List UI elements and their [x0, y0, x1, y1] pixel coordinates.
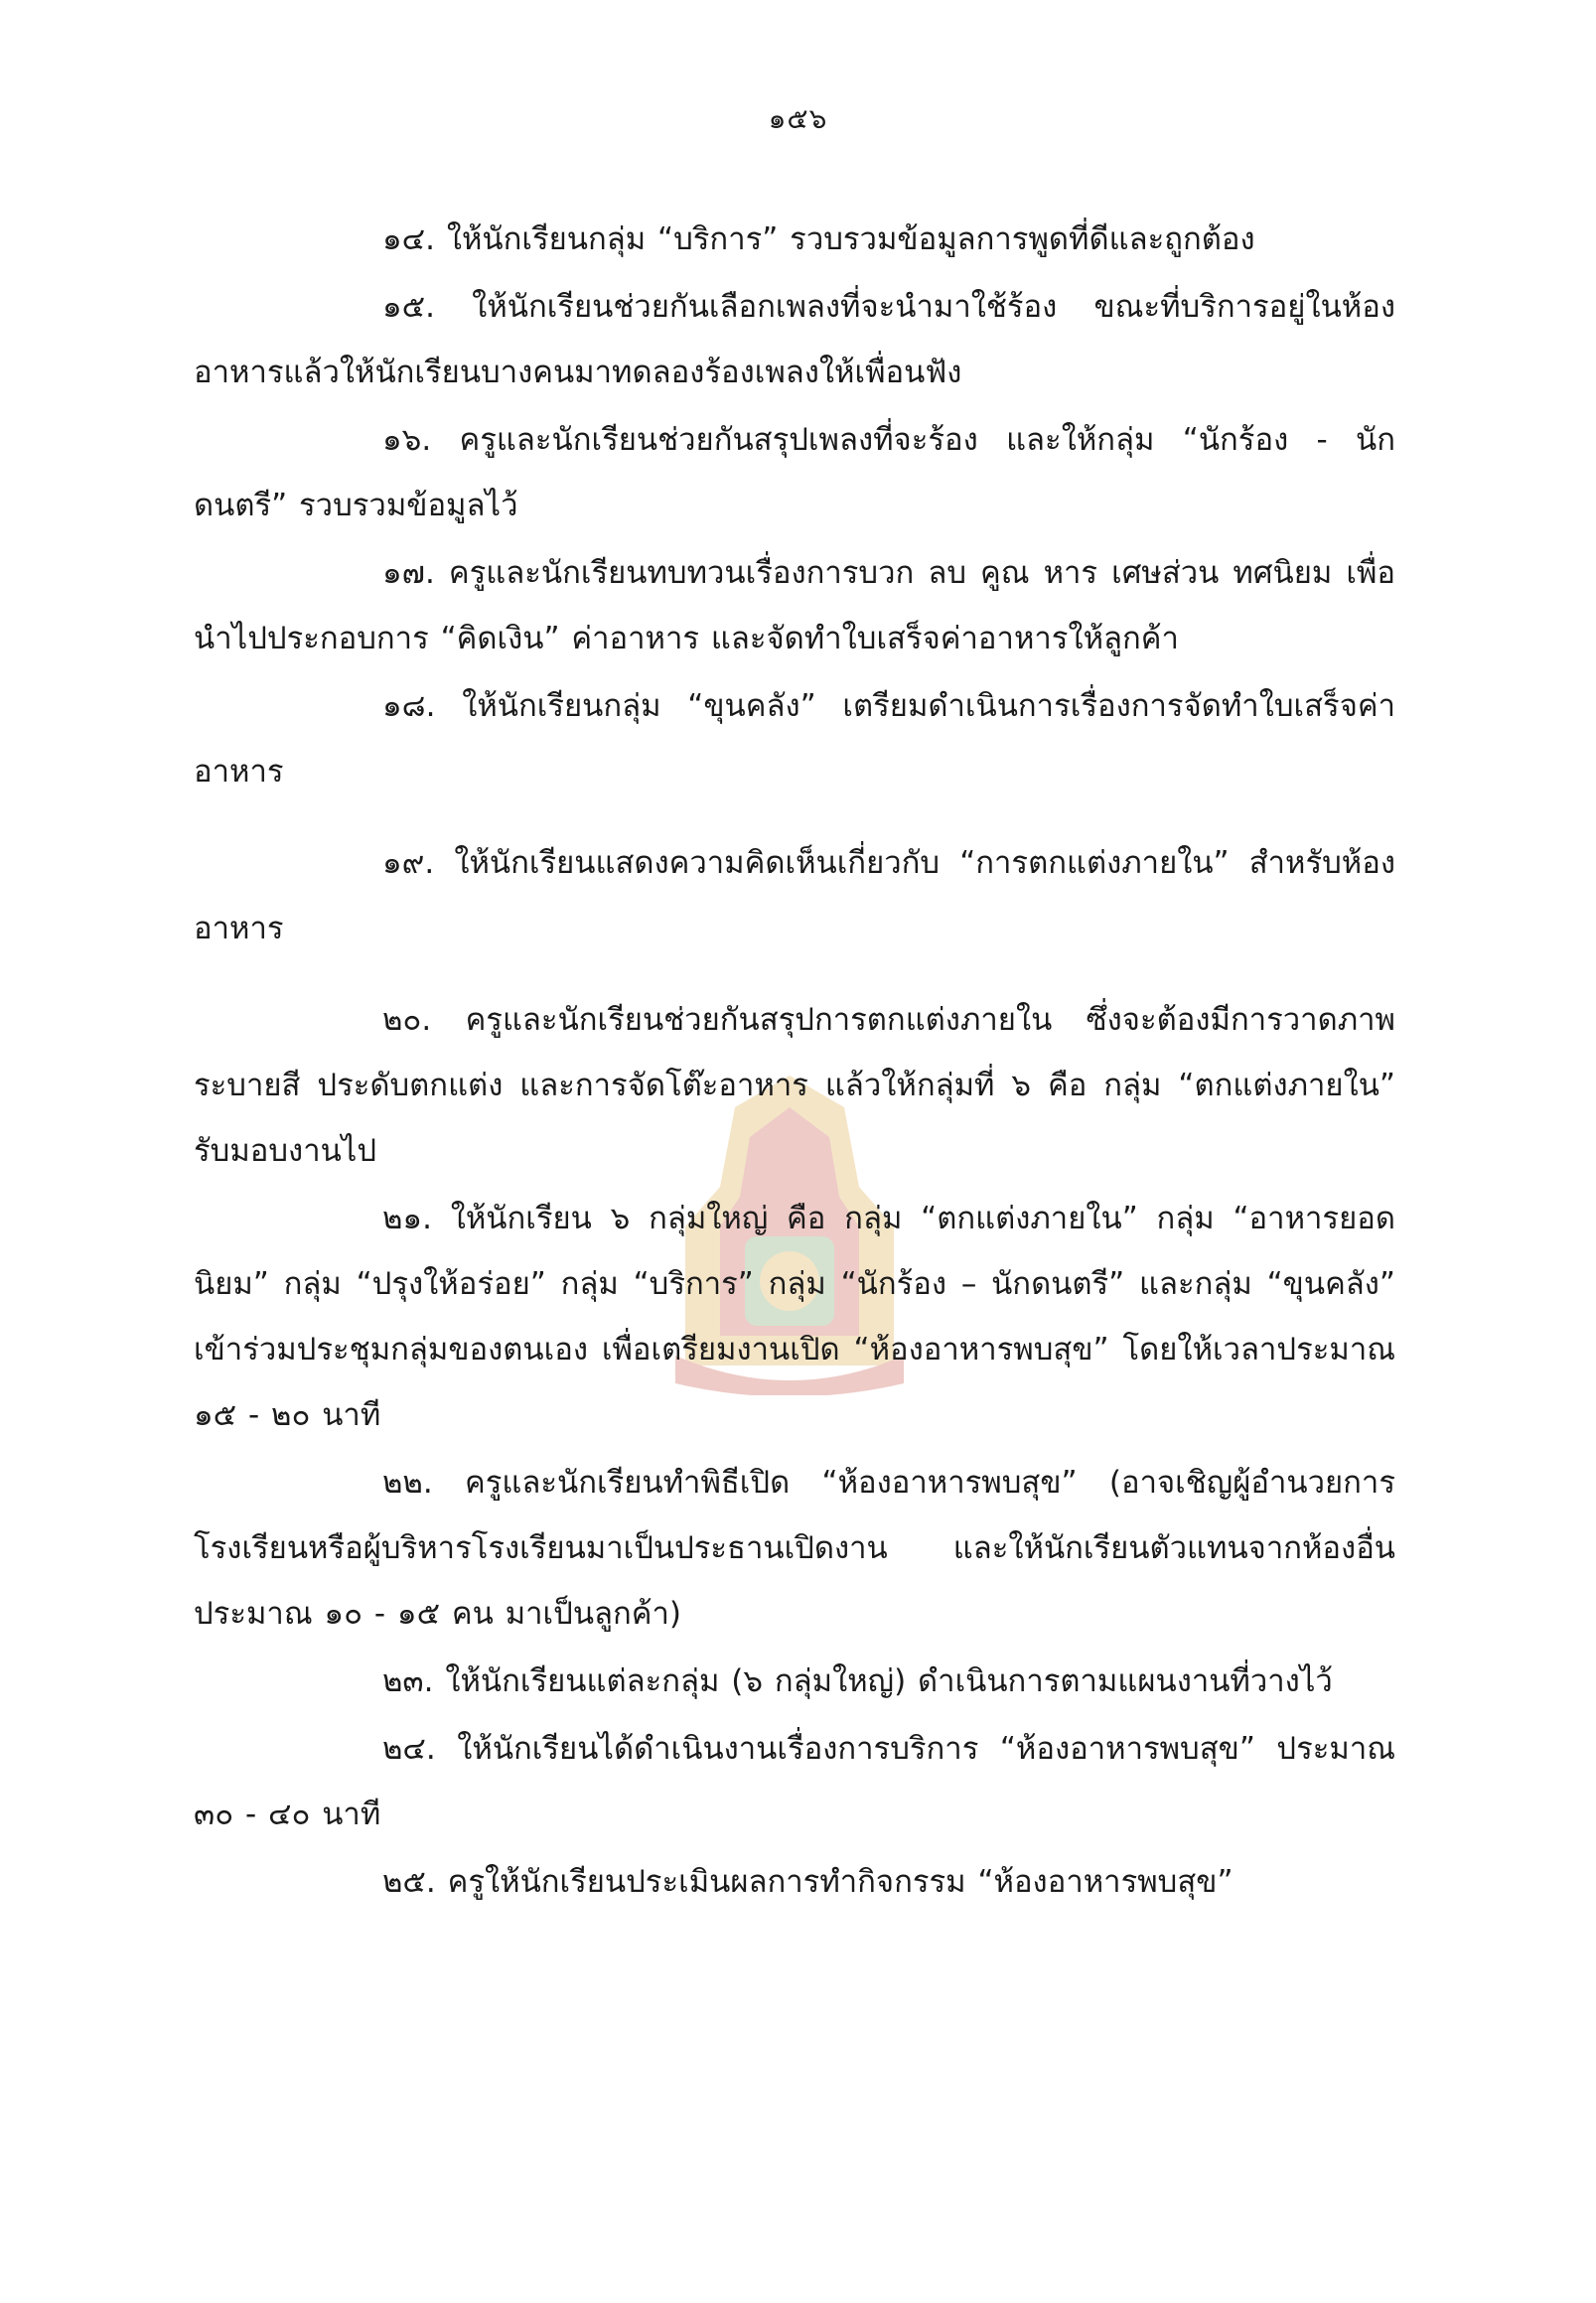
page-number: ๑๕๖ — [768, 102, 828, 135]
paragraph-21: ๒๑. ให้นักเรียน ๖ กลุ่มใหญ่ คือ กลุ่ม “ตกแต่งภายใน” กลุ่ม “อาหารยอดนิยม” กลุ่ม “ปรุงให้อร่อย” กลุ่ม “บริการ” กลุ่ม “นักร้อง – นักดนตรี” และกลุ่ม “ขุนคลัง” เข้าร่วมประชุมกลุ่มของตนเอง เพื่อเตรียมงานเปิด “ห้องอาหารพบสุข” โดยให้เวลาประมาณ ๑๕ - ๒๐ นาที — [194, 1201, 1395, 1433]
paragraph-23: ๒๓. ให้นักเรียนแต่ละกลุ่ม (๖ กลุ่มใหญ่) ดำเนินการตามแผนงานที่วางไว้ — [382, 1663, 1333, 1699]
document-body — [194, 207, 1395, 1917]
paragraph-20: ๒๐. ครูและนักเรียนช่วยกันสรุปการตกแต่งภายใน ซึ่งจะต้องมีการวาดภาพ ระบายสี ประดับตกแต่ง และการจัดโต๊ะอาหาร แล้วให้กลุ่มที่ ๖ คือ กลุ่ม “ตกแต่งภายใน” รับมอบงานไป — [194, 1002, 1395, 1169]
paragraph-24: ๒๔. ให้นักเรียนได้ดำเนินงานเรื่องการบริการ “ห้องอาหารพบสุข” ประมาณ ๓๐ - ๔๐ นาที — [194, 1731, 1395, 1832]
paragraph-18: ๑๘. ให้นักเรียนกลุ่ม “ขุนคลัง” เตรียมดำเนินการเรื่องการจัดทำใบเสร็จค่าอาหาร — [194, 688, 1395, 790]
paragraph-16: ๑๖. ครูและนักเรียนช่วยกันสรุปเพลงที่จะร้อง และให้กลุ่ม “นักร้อง - นักดนตรี” รวบรวมข้อมูลไว้ — [194, 422, 1395, 523]
paragraph-14: ๑๔. ให้นักเรียนกลุ่ม “บริการ” รวบรวมข้อมูลการพูดที่ดีและถูกต้อง — [382, 221, 1255, 257]
paragraph-25: ๒๕. ครูให้นักเรียนประเมินผลการทำกิจกรรม “ห้องอาหารพบสุข” — [382, 1864, 1233, 1900]
paragraph-19: ๑๙. ให้นักเรียนแสดงความคิดเห็นเกี่ยวกับ “การตกแต่งภายใน” สำหรับห้องอาหาร — [194, 845, 1395, 946]
paragraph-22: ๒๒. ครูและนักเรียนทำพิธีเปิด “ห้องอาหารพบสุข” (อาจเชิญผู้อำนวยการโรงเรียนหรือผู้บริหารโรงเรียนมาเป็นประธานเปิดงาน และให้นักเรียนตัวแทนจากห้องอื่นประมาณ ๑๐ - ๑๕ คน มาเป็นลูกค้า) — [194, 1465, 1395, 1632]
paragraph-17: ๑๗. ครูและนักเรียนทบทวนเรื่องการบวก ลบ คูณ หาร เศษส่วน ทศนิยม เพื่อนำไปประกอบการ “คิดเงิน” ค่าอาหาร และจัดทำใบเสร็จค่าอาหารให้ลูกค้า — [194, 555, 1395, 656]
paragraph-15: ๑๕. ให้นักเรียนช่วยกันเลือกเพลงที่จะนำมาใช้ร้อง ขณะที่บริการอยู่ในห้องอาหารแล้วให้นักเรียนบางคนมาทดลองร้องเพลงให้เพื่อนฟัง — [194, 289, 1395, 390]
